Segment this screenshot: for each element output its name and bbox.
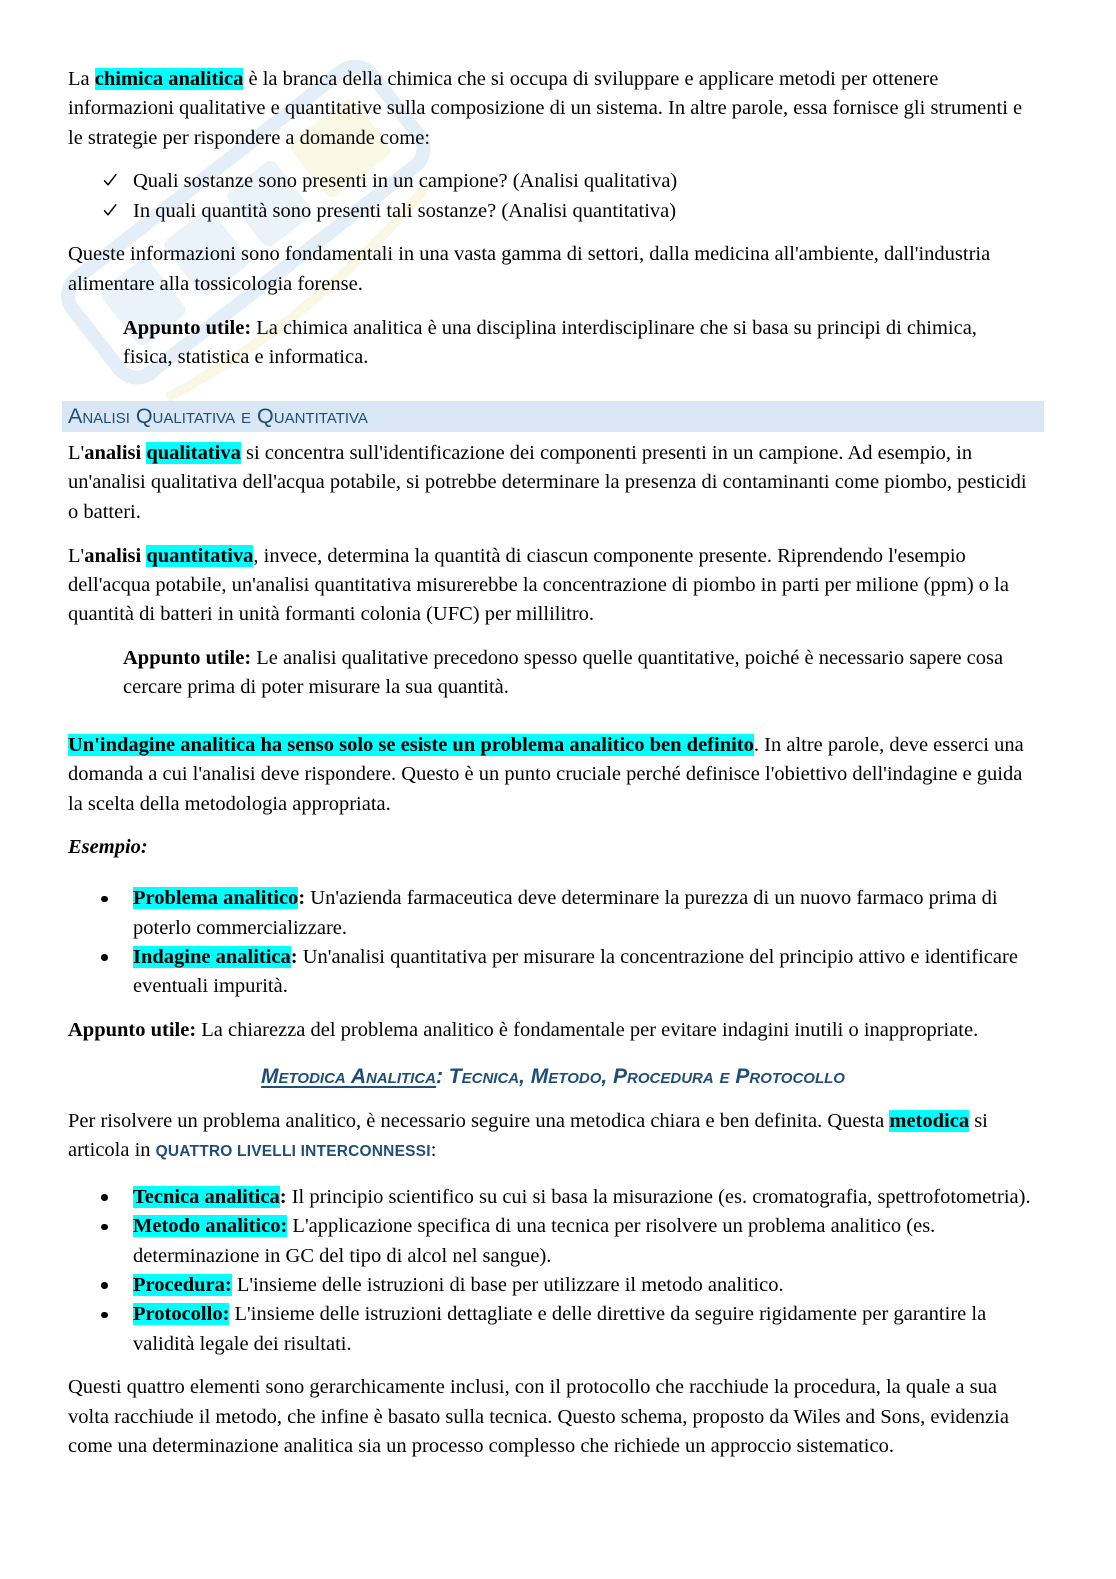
list-item (68, 1183, 1038, 1212)
checklist-item (68, 197, 1038, 226)
term-colon: : (279, 1186, 287, 1209)
heading-rest: : Tecnica, Metodo, Procedura e Protocollo (435, 1065, 845, 1089)
bullet-icon (101, 1224, 108, 1231)
note-label: Appunto utile: (123, 646, 252, 669)
list-item (68, 1300, 1038, 1359)
note-label: Appunto utile: (123, 316, 252, 339)
list-item-text: Il principio scientifico su cui si basa la misurazione (es. cromatografia, spettrofotometria). (286, 1186, 1031, 1209)
note-label: Appunto utile: (68, 1019, 197, 1042)
investigation-rest: . In altre parole, deve esserci una domanda a cui l'analisi deve rispondere. Questo è un punto cruciale perché definisce l'obiettivo dell'indagine e guida la scelta della metodologia appropriata. (68, 734, 1024, 815)
intro-lead: La (68, 68, 95, 90)
term-colon: : (298, 887, 306, 910)
list-item-text: L'applicazione specifica di una tecnica per risolvere un problema analitico (es. determinazione in GC del tipo di alcol nel sangue). (133, 1215, 936, 1267)
quantitative-paragraph (68, 542, 1038, 630)
question-checklist (68, 167, 1038, 226)
bullet-icon (101, 1282, 108, 1289)
intro-paragraph (68, 65, 1038, 153)
bullet-icon (101, 896, 108, 903)
example-label: Esempio: (68, 836, 148, 859)
highlight-term: Indagine analitica (133, 946, 291, 969)
list-item-text: Un'analisi quantitativa per misurare la concentrazione del principio attivo e identificare eventuali impurità. (133, 946, 1018, 998)
checklist-item (68, 167, 1038, 196)
qualitative-paragraph (68, 439, 1038, 527)
fields-paragraph: Queste informazioni sono fondamentali in una vasta gamma di settori, dalla medicina all'ambiente, dall'industria alimentare alla tossicologia forense. (68, 243, 991, 295)
note-text: Le analisi qualitative precedono spesso quelle quantitative, poiché è necessario sapere cosa cercare prima di poter misurare la sua quantità. (123, 646, 1004, 699)
highlight-term: Metodo analitico: (133, 1215, 288, 1238)
qualitative-bold: analisi (84, 442, 147, 465)
useful-note (68, 314, 1038, 373)
quantitative-bold: analisi (84, 544, 147, 567)
investigation-paragraph (68, 731, 1038, 819)
highlight-term-qualitativa: qualitativa (146, 442, 241, 465)
bullet-icon (101, 1194, 108, 1201)
highlight-key-sentence: Un'indagine analitica ha senso solo se esiste un problema analitico ben definito (68, 734, 754, 757)
section-heading-qualitative-quantitative: Analisi Qualitativa e Quantitativa (62, 401, 1044, 432)
highlight-term: Protocollo: (133, 1303, 230, 1326)
intro-rest: è la branca della chimica che si occupa di sviluppare e applicare metodi per ottenere informazioni qualitative e quantitative sulla composizione di un sistema. In altre parole, essa fornisce gli strumenti e le strategie per rispondere a domande come: (68, 68, 1023, 149)
list-item-text: L'insieme delle istruzioni di base per utilizzare il metodo analitico. (231, 1273, 784, 1296)
conclusion-paragraph: Questi quattro elementi sono gerarchicamente inclusi, con il protocollo che racchiude la procedura, la quale a sua volta racchiude il metodo, che infine è basato sulla tecnica. Questo schema, proposto da Wiles and Sons, evidenzia come una determinazione analitica sia un processo complesso che richiede un approccio sistematico. (68, 1376, 1009, 1457)
checklist-item-text: In quali quantità sono presenti tali sostanze? (Analisi quantitativa) (133, 199, 677, 222)
qualitative-rest: si concentra sull'identificazione dei componenti presenti in un campione. Ad esempio, in un'analisi qualitativa dell'acqua potabile, si potrebbe determinare la presenza di contaminanti come piombo, pesticidi o batteri. (68, 442, 1027, 523)
example-list (68, 884, 1038, 1001)
highlight-term-quantitativa: quantitativa (146, 544, 254, 567)
checkmark-icon (103, 203, 117, 217)
heading-underlined-part: Metodica Analitica (261, 1065, 436, 1089)
quantitative-rest: , invece, determina la quantità di ciascun componente presente. Riprendendo l'esempio dell'acqua potabile, un'analisi quantitativa misurerebbe la concentrazione di piombo in parti per milione (ppm) o la quantità di batteri in unità formanti colonia (UFC) per millilitro. (68, 544, 1009, 626)
useful-note (68, 644, 1038, 703)
highlight-term: Tecnica analitica (133, 1186, 280, 1209)
term-colon: : (290, 946, 298, 969)
list-item-text: L'insieme delle istruzioni dettagliate e delle direttive da seguire rigidamente per garantire la validità legale dei risultati. (133, 1303, 987, 1355)
bullet-icon (101, 954, 108, 961)
list-item (68, 1271, 1038, 1300)
section-heading-metodica (68, 1062, 1038, 1091)
list-item-text: Un'azienda farmaceutica deve determinare la purezza di un nuovo farmaco prima di poterlo commercializzare. (133, 887, 998, 939)
highlight-term-metodica: metodica (889, 1110, 970, 1133)
checkmark-icon (103, 173, 117, 187)
highlight-term-chimica-analitica: chimica analitica (94, 68, 244, 90)
document-body (68, 65, 1038, 1476)
metodica-lead: Per risolvere un problema analitico, è necessario seguire una metodica chiara e ben definita. Questa (68, 1110, 890, 1133)
list-item (68, 943, 1038, 1002)
list-item (68, 884, 1038, 943)
quantitative-lead: L' (68, 544, 85, 567)
qualitative-lead: L' (68, 442, 85, 465)
levels-list (68, 1183, 1038, 1359)
note-text: La chimica analitica è una disciplina interdisciplinare che si basa su principi di chimica, fisica, statistica e informatica. (123, 316, 977, 368)
highlight-term: Procedura: (133, 1273, 232, 1296)
checklist-item-text: Quali sostanze sono presenti in un campione? (Analisi qualitativa) (133, 170, 678, 193)
emphasis-four-levels: QUATTRO LIVELLI INTERCONNESSI (155, 1143, 431, 1161)
metodica-end: : (430, 1139, 437, 1162)
useful-note-inline (68, 1016, 1038, 1045)
metodica-mid: si articola in (68, 1110, 988, 1162)
bullet-icon (101, 1312, 108, 1319)
metodica-paragraph (68, 1107, 1038, 1167)
highlight-term: Problema analitico (133, 887, 299, 910)
list-item (68, 1212, 1038, 1271)
note-text: La chiarezza del problema analitico è fondamentale per evitare indagini inutili o inappropriate. (196, 1019, 979, 1042)
